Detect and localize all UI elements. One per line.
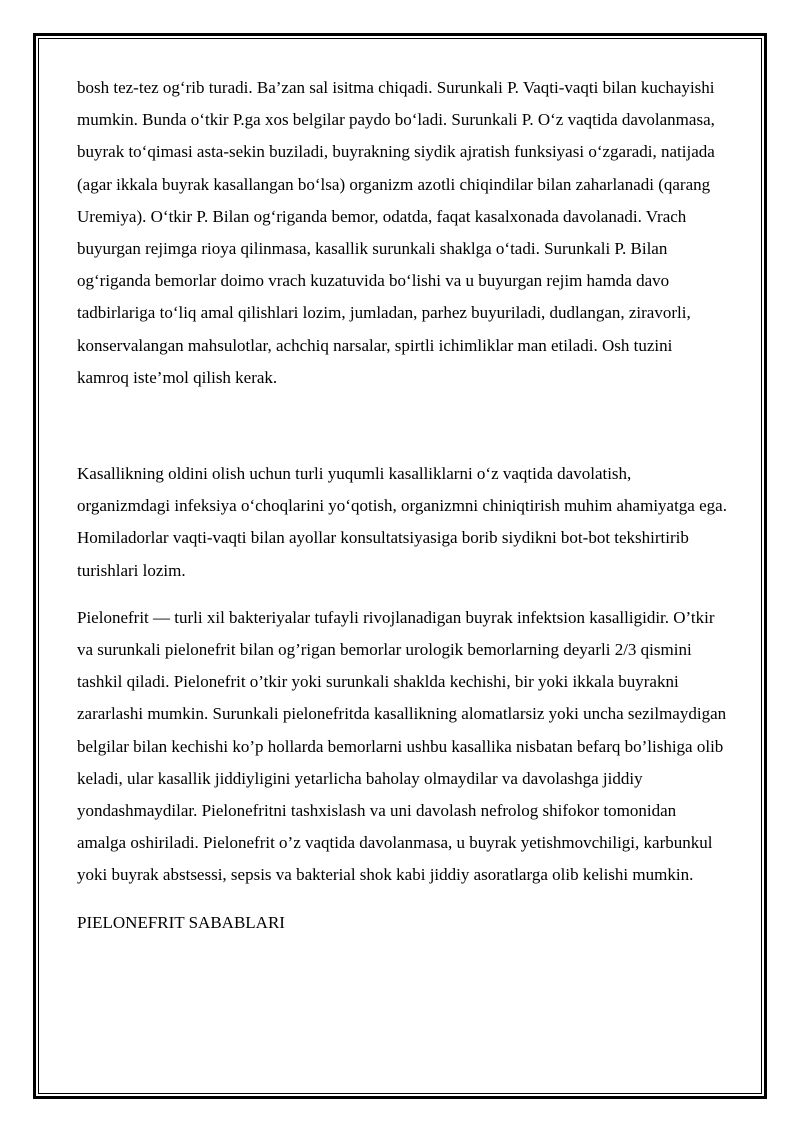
paragraph-prevention: Kasallikning oldini olish uchun turli yuqumli kasalliklarni o‘z vaqtida davolatish, organizmdagi infeksiya o‘choqlarini yo‘qotish, organizmni chiniqtirish muhim ahamiyatga ega. Homiladorlar vaqti-vaqti bilan ayollar konsultatsiyasiga borib siydikni bot-bot tekshirtirib turishlari lozim. xyxy=(77,464,727,580)
document-body xyxy=(77,72,727,939)
paragraph-pyelonephritis-definition: Pielonefrit — turli xil bakteriyalar tufayli rivojlanadigan buyrak infektsion kasalligidir. O’tkir va surunkali pielonefrit bilan og’rigan bemorlar urologik bemorlarning deyarli 2/3 qismini tashkil qiladi. Pielonefrit o’tkir yoki surunkali shaklda kechishi, bir yoki ikkala buyrakni zararlashi mumkin. Surunkali pielonefritda kasallikning alomatlarsiz yoki uncha sezilmaydigan belgilar bilan kechishi ko’p hollarda bemorlarni ushbu kasallika nisbatan befarq bo’lishiga olib keladi, ular kasallik jiddiyligini yetarlicha baholay olmaydilar va davolashga jiddiy yondashmaydilar. Pielonefritni tashxislash va uni davolash nefrolog shifokor tomonidan amalga oshiriladi. Pielonefrit o’z vaqtida davolanmasa, u buyrak yetishmovchiligi, karbunkul yoki buyrak abstsessi, sepsis va bakterial shok kabi jiddiy asoratlarga olib kelishi mumkin. xyxy=(77,607,727,885)
paragraph-treatment: bosh tez-tez og‘rib turadi. Ba’zan sal isitma chiqadi. Surunkali P. Vaqti-vaqti bilan kuchayishi mumkin. Bunda o‘tkir P.ga xos belgilar paydo bo‘ladi. Surunkali P. O‘z vaqtida davolanmasa, buyrak to‘qimasi asta-sekin buziladi, buyrakning siydik ajratish funksiyasi o‘zgaradi, natijada (agar ikkala buyrak kasallangan bo‘lsa) organizm azotli chiqindilar bilan zaharlanadi (qarang Uremiya). O‘tkir P. Bilan og‘riganda bemor, odatda, faqat kasalxonada davolanadi. Vrach buyurgan rejimga rioya qilinmasa, kasallik surunkali shaklga o‘tadi. Surunkali P. Bilan og‘riganda bemorlar doimo vrach kuzatuvida bo‘lishi va u buyurgan rejim hamda davo tadbirlariga to‘liq amal qilishlari lozim, jumladan, parhez buyuriladi, dudlangan, ziravorli, konservalangan mahsulotlar, achchiq narsalar, spirtli ichimliklar man etiladi. Osh tuzini kamroq iste’mol qilish kerak. xyxy=(77,78,715,387)
section-heading-causes: PIELONEFRIT SABABLARI xyxy=(77,912,285,932)
